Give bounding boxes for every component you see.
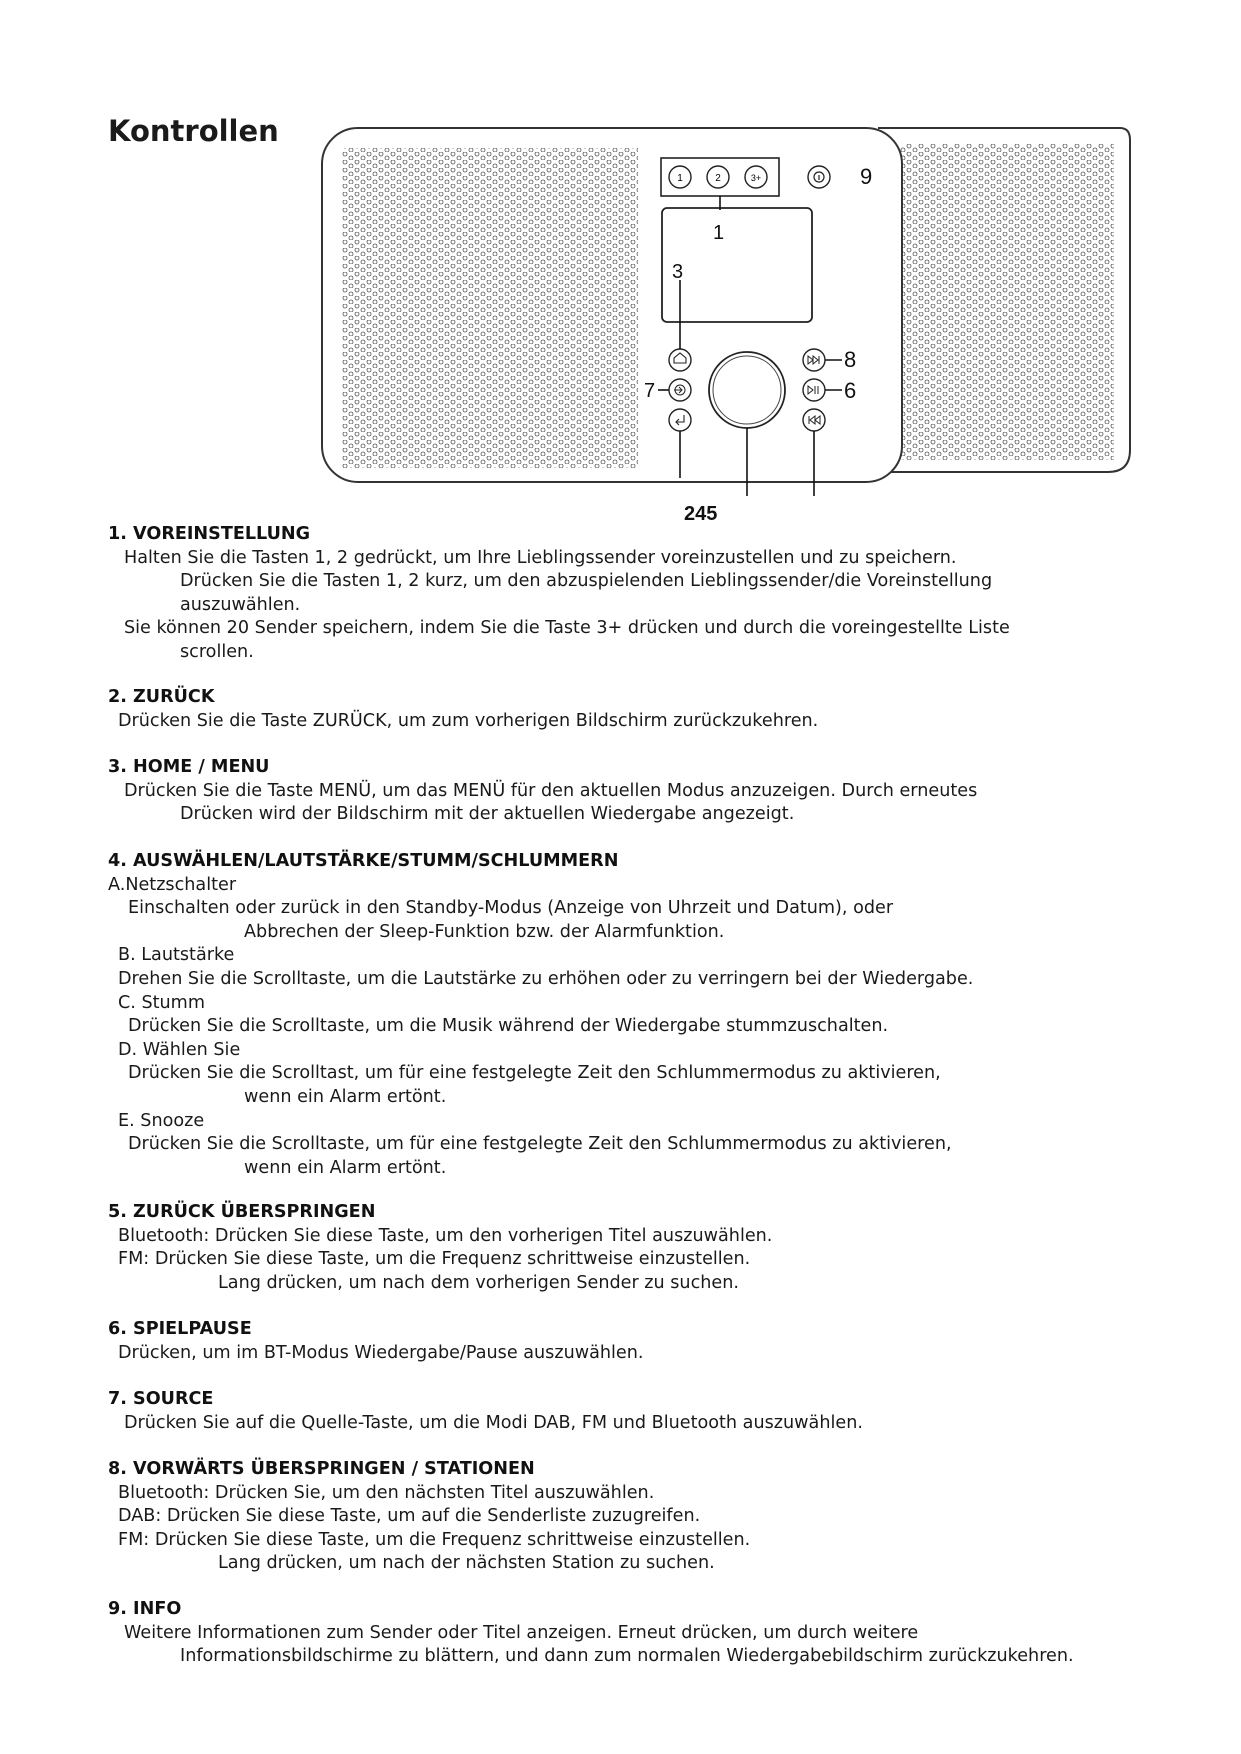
callout-skip-forward: 8 bbox=[844, 347, 857, 372]
skip-forward-button[interactable] bbox=[803, 349, 825, 371]
source-button[interactable] bbox=[669, 379, 691, 401]
subsection-label: E. Snooze bbox=[118, 1110, 205, 1131]
radio-diagram bbox=[318, 120, 1140, 540]
section-text: Drücken Sie die Taste MENÜ, um das MENÜ für den aktuellen Modus anzuzeigen. Durch erneutes bbox=[124, 780, 978, 801]
callout-presets: 1 bbox=[713, 222, 725, 244]
section-source bbox=[108, 1388, 863, 1435]
section-text: Abbrechen der Sleep-Funktion bzw. der Alarmfunktion. bbox=[244, 921, 725, 942]
subsection-label: A.Netzschalter bbox=[108, 874, 237, 895]
section-zurueck bbox=[108, 686, 818, 733]
section-text: Drücken Sie die Tasten 1, 2 kurz, um den abzuspielenden Lieblingssender/die Voreinstellung bbox=[180, 571, 993, 592]
section-text: Drücken, um im BT-Modus Wiedergabe/Pause auszuwählen. bbox=[118, 1342, 644, 1363]
callout-play-pause: 6 bbox=[844, 378, 857, 403]
section-text: Drücken Sie die Scrolltast, um für eine festgelegte Zeit den Schlummermodus zu aktivieren, bbox=[128, 1063, 941, 1084]
rear-speaker-grille bbox=[900, 144, 1114, 460]
section-text: Drücken Sie die Scrolltaste, um die Musik während der Wiedergabe stummzuschalten. bbox=[128, 1016, 889, 1037]
section-text: Lang drücken, um nach dem vorherigen Sender zu suchen. bbox=[218, 1272, 739, 1293]
section-heading: 3. HOME / MENU bbox=[108, 757, 270, 777]
scroll-knob[interactable] bbox=[709, 352, 785, 428]
preset-button-1[interactable] bbox=[669, 166, 691, 188]
front-speaker-grille bbox=[342, 148, 638, 468]
section-text: Einschalten oder zurück in den Standby-Modus (Anzeige von Uhrzeit und Datum), oder bbox=[128, 898, 894, 919]
subsection-label: D. Wählen Sie bbox=[118, 1039, 241, 1060]
preset-button-3plus-label: 3+ bbox=[750, 173, 762, 183]
section-text: Drücken Sie die Scrolltaste, um für eine festgelegte Zeit den Schlummermodus zu aktivieren, bbox=[128, 1134, 952, 1155]
section-heading: 1. VOREINSTELLUNG bbox=[108, 524, 311, 544]
callout-home: 3 bbox=[672, 261, 684, 283]
section-text: Drücken Sie auf die Quelle-Taste, um die Modi DAB, FM und Bluetooth auszuwählen. bbox=[124, 1412, 863, 1433]
section-text: DAB: Drücken Sie diese Taste, um auf die Senderliste zuzugreifen. bbox=[118, 1506, 701, 1527]
section-text: auszuwählen. bbox=[180, 594, 301, 615]
section-home-menu bbox=[108, 756, 977, 827]
skip-back-button[interactable] bbox=[803, 409, 825, 431]
section-text: Halten Sie die Tasten 1, 2 gedrückt, um Ihre Lieblingssender voreinzustellen und zu speichern. bbox=[124, 547, 957, 568]
callout-info: 9 bbox=[860, 164, 873, 189]
section-heading: 9. INFO bbox=[108, 1599, 182, 1619]
section-voreinstellung bbox=[108, 523, 1010, 665]
section-heading: 5. ZURÜCK ÜBERSPRINGEN bbox=[108, 1202, 376, 1222]
section-text: Sie können 20 Sender speichern, indem Sie die Taste 3+ drücken und durch die voreingestellte Liste bbox=[124, 618, 1010, 639]
preset-button-2[interactable] bbox=[707, 166, 729, 188]
section-text: Lang drücken, um nach der nächsten Station zu suchen. bbox=[218, 1553, 715, 1574]
page-title: Kontrollen bbox=[108, 114, 279, 148]
section-heading: 2. ZURÜCK bbox=[108, 687, 215, 707]
section-text: Drücken Sie die Taste ZURÜCK, um zum vorherigen Bildschirm zurückzukehren. bbox=[118, 710, 819, 731]
section-vorwaerts-ueberspringen bbox=[108, 1458, 750, 1576]
section-text: Bluetooth: Drücken Sie, um den nächsten Titel auszuwählen. bbox=[118, 1482, 655, 1503]
back-button[interactable] bbox=[669, 409, 691, 431]
section-heading: 8. VORWÄRTS ÜBERSPRINGEN / STATIONEN bbox=[108, 1459, 535, 1479]
subsection-label: B. Lautstärke bbox=[118, 945, 235, 966]
section-text: wenn ein Alarm ertönt. bbox=[244, 1157, 447, 1178]
callout-source: 7 bbox=[644, 380, 656, 402]
section-auswaehlen bbox=[108, 850, 973, 1180]
preset-button-2-label: 2 bbox=[715, 173, 721, 184]
section-text: scrollen. bbox=[180, 641, 254, 662]
section-text: wenn ein Alarm ertönt. bbox=[244, 1086, 447, 1107]
preset-button-3plus[interactable] bbox=[745, 166, 767, 188]
section-text: FM: Drücken Sie diese Taste, um die Frequenz schrittweise einzustellen. bbox=[118, 1529, 751, 1550]
section-heading: 4. AUSWÄHLEN/LAUTSTÄRKE/STUMM/SCHLUMMERN bbox=[108, 851, 619, 871]
section-text: Drücken wird der Bildschirm mit der aktuellen Wiedergabe angezeigt. bbox=[180, 804, 795, 825]
play-pause-button[interactable] bbox=[803, 379, 825, 401]
subsection-label: C. Stumm bbox=[118, 992, 205, 1013]
section-text: Drehen Sie die Scrolltaste, um die Lautstärke zu erhöhen oder zu verringern bei der Wiedergabe. bbox=[118, 968, 974, 989]
section-zurueck-ueberspringen bbox=[108, 1201, 772, 1295]
section-spielpause bbox=[108, 1318, 644, 1365]
callout-bottom: 245 bbox=[684, 503, 718, 525]
display-screen bbox=[662, 208, 812, 322]
section-text: Weitere Informationen zum Sender oder Titel anzeigen. Erneut drücken, um durch weitere bbox=[124, 1622, 919, 1643]
info-button[interactable] bbox=[808, 166, 830, 188]
home-button[interactable] bbox=[669, 349, 691, 371]
section-info bbox=[108, 1598, 1074, 1669]
section-heading: 7. SOURCE bbox=[108, 1389, 214, 1409]
preset-button-1-label: 1 bbox=[677, 173, 683, 184]
section-text: Bluetooth: Drücken Sie diese Taste, um den vorherigen Titel auszuwählen. bbox=[118, 1225, 773, 1246]
section-heading: 6. SPIELPAUSE bbox=[108, 1319, 252, 1339]
section-text: FM: Drücken Sie diese Taste, um die Frequenz schrittweise einzustellen. bbox=[118, 1249, 751, 1270]
section-text: Informationsbildschirme zu blättern, und dann zum normalen Wiedergabebildschirm zurückzukehren. bbox=[180, 1646, 1074, 1667]
